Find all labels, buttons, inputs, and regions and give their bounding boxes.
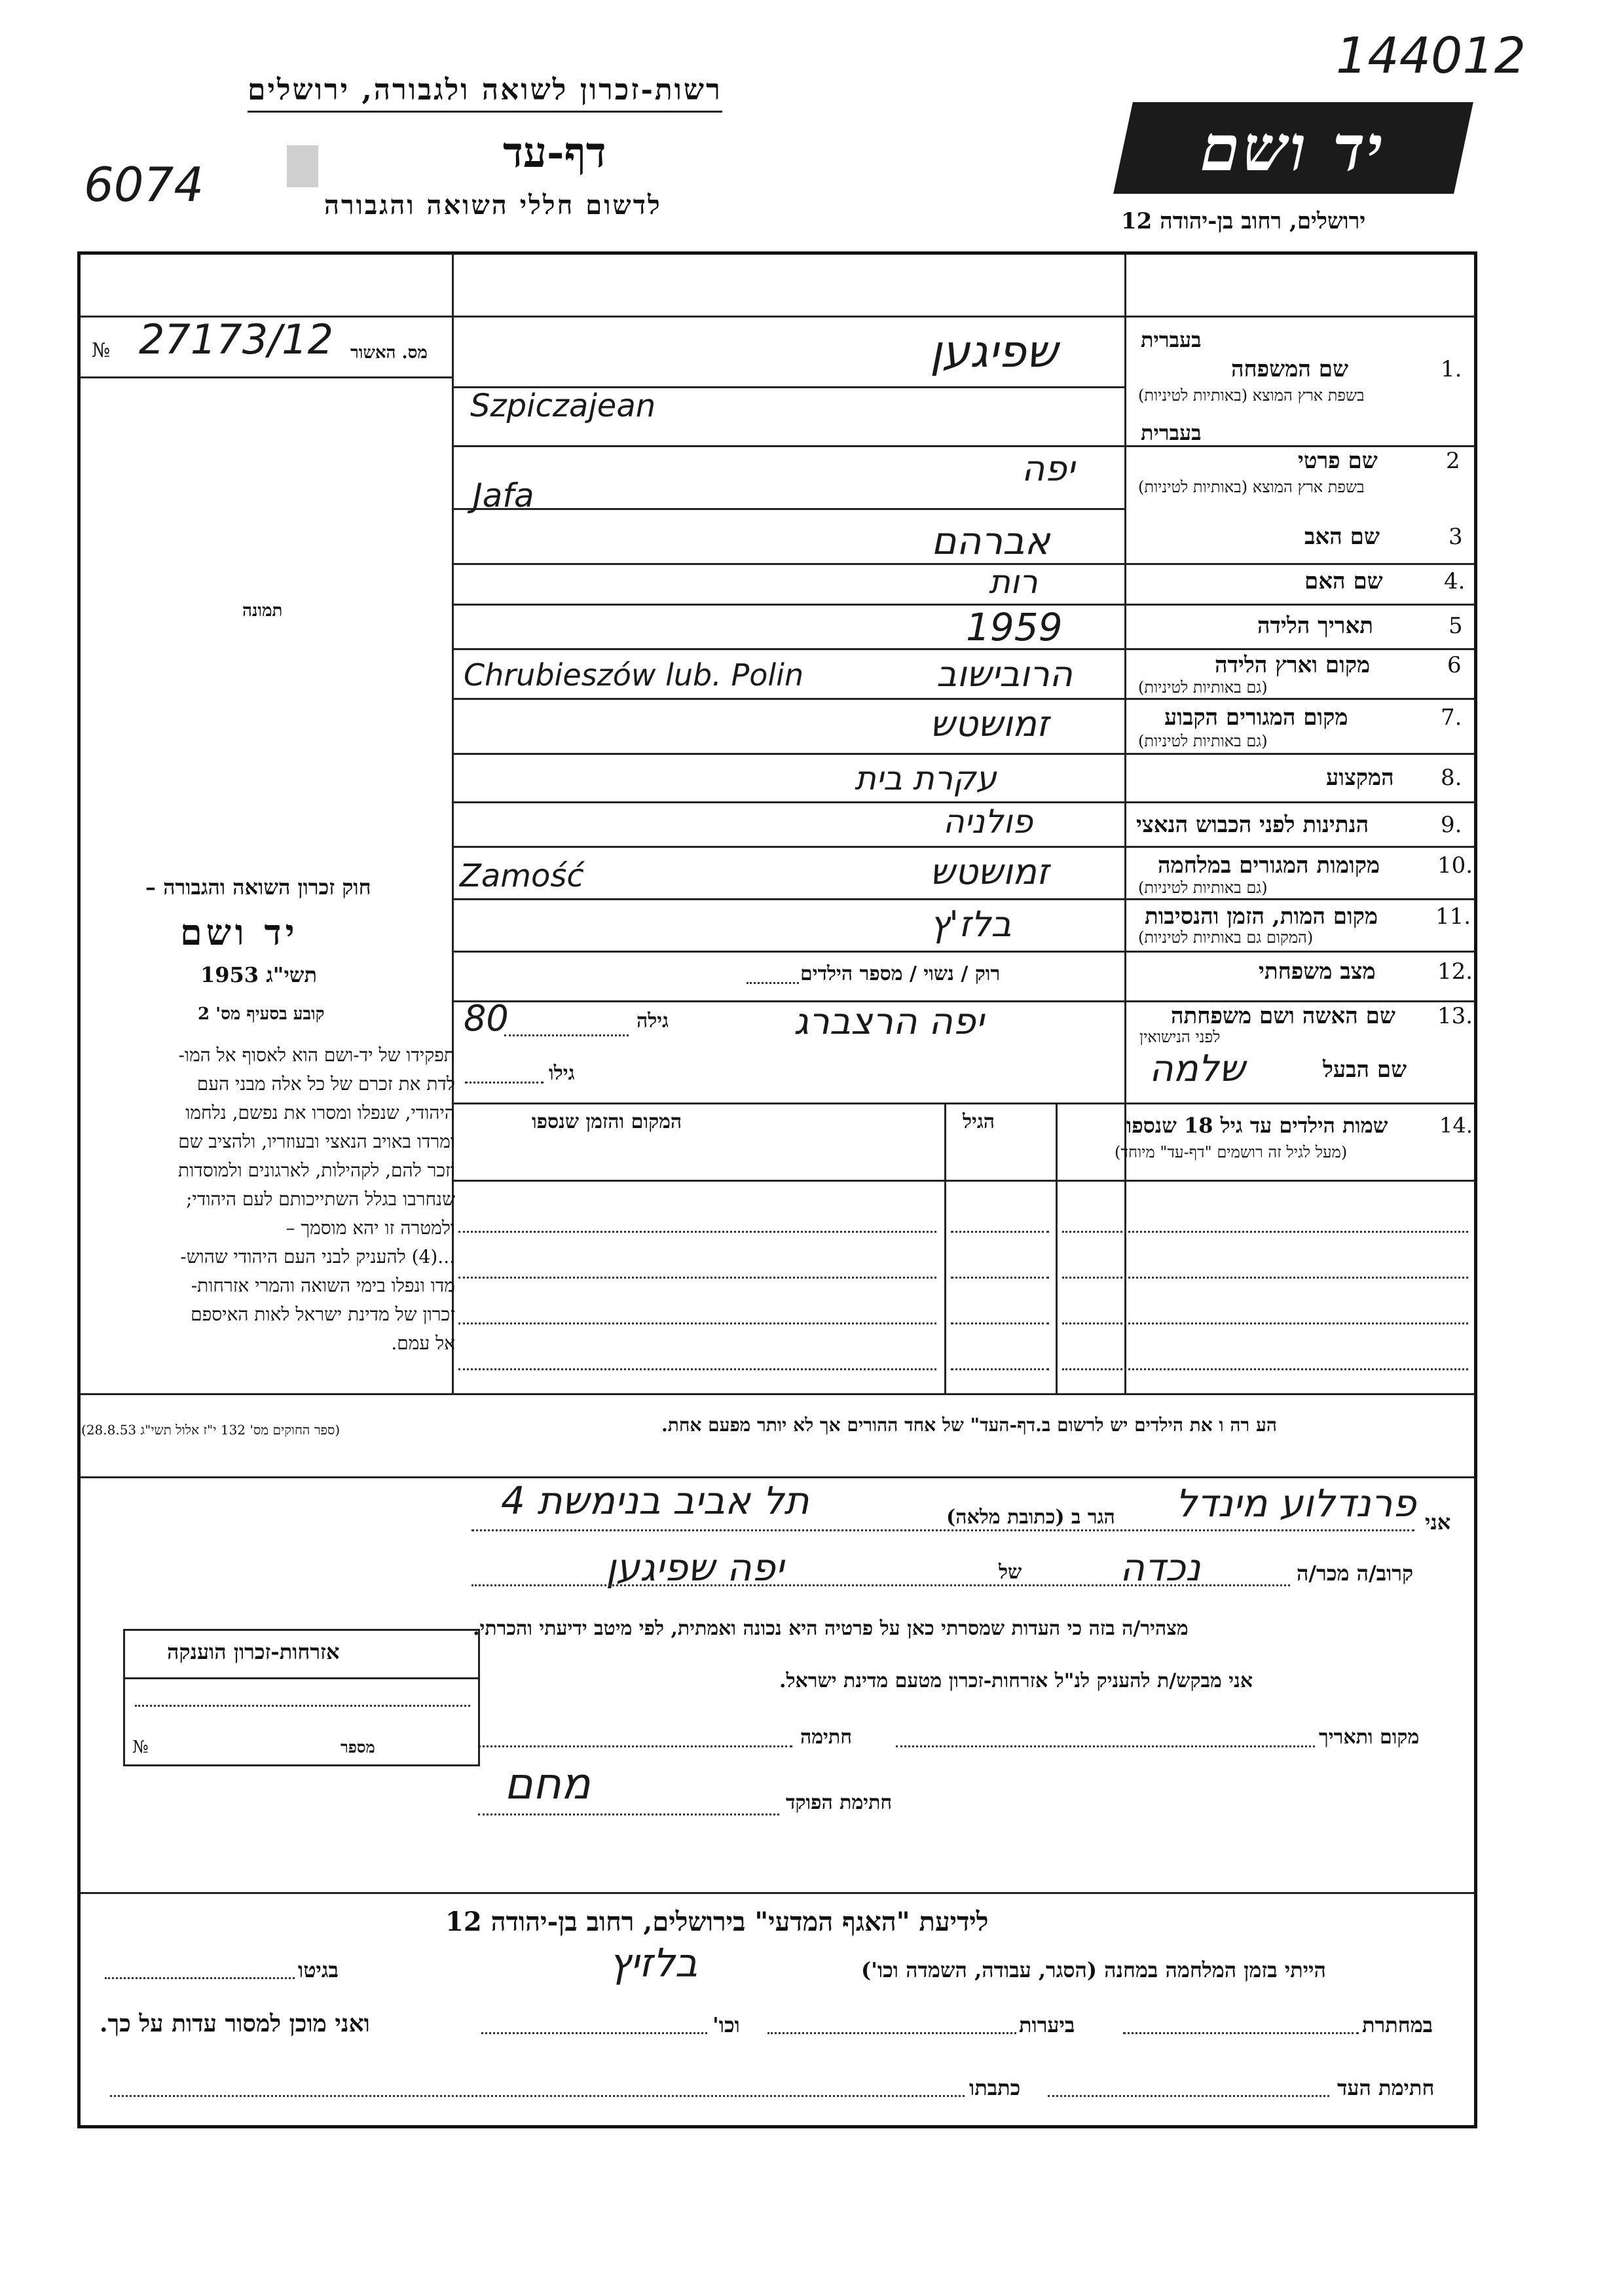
field-1-label: שם המשפחה [1231,356,1349,382]
field-6-sub: (גם באותיות לטיניות) [1138,678,1268,697]
footer-title: לידיעת "האגף המדעי" בירושלים, רחוב בן-יהודה 12 [445,1906,989,1937]
field-13-sub: לפני הנישואין [1139,1028,1221,1046]
field-4-value: רות [989,563,1038,601]
field-2-value-lat: Jafa [473,477,534,515]
children-num: 14. [1439,1113,1473,1138]
field-5-value: 1959 [966,605,1063,649]
field-2-sub: בשפת ארץ המוצא (באותיות לטיניות) [1138,478,1365,496]
form-subtitle: לדשום חללי השואה והגבורה [324,190,662,221]
field-7-sub: (גם באותיות לטיניות) [1138,732,1268,750]
field-4-label: שם האם [1304,568,1383,594]
field-10-value-lat: Zamość [460,858,584,894]
registration-label: מס. האשור [350,343,428,363]
law-year: תשי"ג 1953 [200,962,317,987]
field-13-num: 13. [1437,1003,1473,1029]
authority-title: רשות-זכרון לשואה ולגבורה, ירושלים [248,73,722,113]
field-11-value: בלז'ץ [930,903,1012,945]
decl-of-label: של [999,1561,1022,1584]
field-2-num: 2 [1446,448,1460,474]
footer-witness-sig-label: חתימת העד [1337,2075,1435,2100]
decl-relation-label: קרוב/ה מכר/ה [1297,1561,1414,1586]
field-10-label: מקומות המגורים במלחמה [1158,852,1380,879]
decl-address: תל אביב בנימשת 4 [501,1478,809,1523]
law-gazette: (ספר החוקים מס' 132 י"ז אלול תשי"ג 28.8.53) [81,1422,341,1438]
field-6-label: מקום וארץ הלידה [1215,652,1371,678]
field-2-label: שם פרטי [1298,448,1378,474]
field-8-value: עקרת בית [855,759,997,797]
field-3-value: אברהם [931,519,1050,563]
field-12-value: רוק / נשוי / מספר הילדים [800,962,1001,985]
address: ירושלים, רחוב בן-יהודה 12 [1121,208,1366,234]
registration-number: 27173/12 [139,316,334,363]
hand-number-top: 144012 [1336,26,1526,84]
yad-vashem-logo: יד ושם [1113,102,1473,194]
children-place-header: המקום והזמן שנספו [532,1110,682,1133]
wife-age-value: 80 [464,998,509,1039]
field-10-sub: (גם באותיות לטיניות) [1138,879,1268,897]
decl-place-date-label: מקום ותאריך [1319,1726,1420,1749]
footer-camp-value: בלזיץ [609,1941,698,1986]
certificate-no-mark: № [132,1738,149,1757]
children-age-header: הגיל [963,1110,995,1133]
field-7-label: מקום המגורים הקבוע [1164,704,1348,731]
children-label: שמות הילדים עד גיל 18 שנספו [1126,1113,1388,1138]
field-7-value: זמושטש [930,703,1049,744]
certificate-number-label: מספר [341,1738,375,1757]
husband-label: שם הבעל [1323,1057,1407,1083]
decl-declarant: פרנדלוע מינדל [1175,1481,1416,1525]
field-12-num: 12. [1437,958,1473,985]
footer-hiding-label: במחתרת [1362,2013,1433,2037]
field-3-num: 3 [1449,524,1463,550]
law-clause: קובע בסעיף מס' 2 [198,1004,325,1024]
stamp-mark [287,145,318,187]
field-13-label: שם האשה ושם משפחתה [1171,1003,1395,1029]
decl-inspector-label: חתימת הפוקד [786,1791,893,1814]
decl-inspector-sig: מחם [504,1758,591,1809]
field-9-value: פולניה [943,803,1033,841]
husband-value: שלמה [1149,1048,1246,1090]
field-9-num: 9. [1441,812,1462,838]
field-10-num: 10. [1437,852,1473,879]
footer-ghetto-label: בגיטו [298,1958,339,1982]
field-1-lang: בעברית [1141,327,1202,352]
footer-address-label: כתבתו [969,2075,1021,2100]
law-name: יד ושם [180,911,299,953]
field-6-value-he: הרובישוב [936,653,1073,695]
decl-resides-label: הגר ב (כתובת מלאה) [946,1506,1115,1529]
field-9-label: הנתינות לפני הכבוש הנאצי [1136,812,1369,838]
field-5-label: תאריך הלידה [1257,613,1374,639]
husband-age-label: גילו [549,1062,575,1085]
field-5-num: 5 [1449,613,1463,639]
field-2-lang: בעברית [1141,420,1202,445]
field-13-value: יפה הרצברג [794,1000,984,1043]
hand-number-left: 6074 [84,157,204,212]
field-11-label: מקום המות, הזמן והנסיבות [1145,903,1378,930]
decl-ani: אני [1425,1510,1451,1535]
decl-signature-label: חתימה [800,1726,852,1749]
field-6-value-lat: Chrubieszów lub. Polin [464,657,804,693]
decl-line2: אני מבקש/ת להעניק לנ"ל אזרחות-זכרון מטעם מדינת ישראל. [779,1669,1253,1692]
footer-etc-label: וכו' [712,2013,740,2037]
field-11-num: 11. [1435,903,1471,930]
law-title: חוק זכרון השואה והגבורה – [145,875,371,900]
field-12-label: מצב משפחתי [1259,958,1376,985]
certificate-title: אזרחות-זכרון הוענקה [167,1639,340,1664]
children-note: הע רה ו את הילדים יש לרשום ב.דף-העד" של אחד ההורים אך לא יותר מפעם אחת. [661,1414,1277,1436]
field-1-num: 1. [1441,356,1462,382]
children-sub: (מעל לגיל זה רושמים "דף-עד" מיוחד) [1115,1143,1348,1161]
field-2-value-he: יפה [1022,448,1075,489]
field-7-num: 7. [1441,704,1462,731]
wife-age-label: גילה [637,1010,669,1032]
form-title: דף-עד [503,128,606,177]
footer-willing-label: ואני מוכן למסור עדות על כך. [100,2010,370,2037]
field-4-num: 4. [1444,568,1466,594]
field-1-value-he: שפיגען [930,326,1058,378]
footer-was-label: הייתי בזמן המלחמה במחנה (הסגר, עבודה, השמדה וכו') [861,1958,1326,1982]
field-8-label: המקצוע [1326,765,1394,791]
field-6-num: 6 [1447,652,1462,678]
field-1-sub: בשפת ארץ המוצא (באותיות לטיניות) [1138,386,1365,405]
registration-no-mark: № [92,339,111,362]
decl-line1: מצהיר/ה בזה כי העדות שמסרתי כאן על פרטיה היא נכונה ואמתית, לפי מיטב ידיעתי והכרתי. [473,1617,1189,1640]
law-body: תפקידו של יד-ושם הוא לאסוף אל המו- לדת את זכרם של כל אלה מבני העם היהודי, שנפלו ומסרו את נפשם, נלחמו ומרדו באויב הנאצי ובעוזריו, ולהציב שם וזכר להם, לקהילות, לארגונים ולמוסדות שנחרבו בגלל השתייכותם לעם היהודי; ולמטרה זו יהא מוסמך – ...(4) להעניק לבני העם היהודי שהוש- מדו ונפלו בימי השואה והמרי אזרחות- זכרון של מדינת ישראל לאות האיספם אל עמם. [178,1044,455,1354]
field-10-value-he: זמושטש [930,851,1049,892]
photo-label: תמונה [242,601,283,621]
footer-forests-label: ביערות [1019,2013,1075,2037]
field-3-label: שם האב [1304,524,1380,550]
field-11-sub: (המקום גם באותיות לטיניות) [1138,928,1314,947]
decl-of: יפה שפיגען [606,1545,784,1590]
field-8-num: 8. [1441,765,1462,791]
decl-relation: נכדה [1120,1545,1201,1590]
field-1-value-lat: Szpiczajean [470,388,656,424]
